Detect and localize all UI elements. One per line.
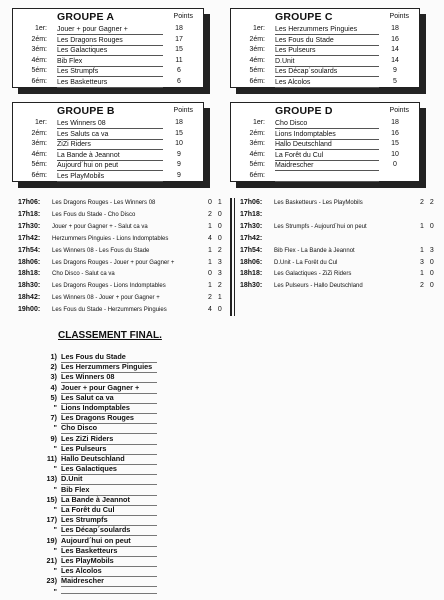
team-name: Aujourd´hui on peut <box>57 161 163 171</box>
team-name: ZiZi Riders <box>57 140 163 150</box>
match-score: 1 2 <box>208 246 224 254</box>
ranking-team: Les Herzummers Pinguies <box>61 362 157 373</box>
match-row <box>18 210 228 220</box>
ranking-team: D.Unit <box>61 474 157 485</box>
team-name: D.Unit <box>275 57 379 67</box>
group-row <box>231 67 419 77</box>
match-row <box>18 269 228 279</box>
match-row <box>240 258 440 268</box>
ranking-team: Les Alcolos <box>61 566 157 577</box>
match-teams: Les Winners 08 - Les Fous du Stade <box>52 247 150 254</box>
points-header: Points <box>173 107 193 114</box>
team-points: 6 <box>177 77 181 85</box>
group-row <box>231 130 419 140</box>
ranking-team: Les Winners 08 <box>61 372 157 383</box>
ranking-position: 19) <box>46 535 57 545</box>
match-row <box>18 198 228 208</box>
team-points: 9 <box>177 171 181 179</box>
rank-label: 1er: <box>252 119 265 126</box>
rank-label: 3ém: <box>31 46 47 53</box>
team-points: 15 <box>175 129 183 137</box>
ranking-position: " <box>53 443 57 453</box>
group-row <box>13 172 203 182</box>
ranking-position: 15) <box>46 494 57 504</box>
match-time: 18h18: <box>18 270 41 278</box>
match-time: 17h18: <box>240 210 263 218</box>
match-teams: Les Pulseurs - Hallo Deutschland <box>274 283 363 290</box>
ranking-position: 5) <box>50 392 57 402</box>
team-points: 11 <box>175 56 183 64</box>
match-time: 18h30: <box>18 282 41 290</box>
match-time: 18h30: <box>240 282 263 290</box>
ranking-row <box>30 434 157 444</box>
team-points: 15 <box>175 46 183 53</box>
match-score: 4 0 <box>208 234 224 242</box>
team-name: Les Saluts ca va <box>57 130 163 140</box>
team-points: 16 <box>391 35 399 43</box>
rank-label: 3ém: <box>31 140 47 147</box>
rank-label: 1er: <box>252 25 265 32</box>
schedule-left <box>18 198 228 318</box>
rank-label: 4ém: <box>31 150 47 158</box>
team-points: 10 <box>175 140 183 147</box>
group-title: GROUPE A <box>57 11 115 23</box>
ranking-team: Les Dragons Rouges <box>61 413 157 424</box>
match-row <box>240 222 440 232</box>
group-row <box>231 119 419 129</box>
ranking-team: Les Pulseurs <box>61 444 157 455</box>
ranking-row <box>30 464 157 474</box>
match-score: 2 0 <box>420 282 436 290</box>
group-title: GROUPE D <box>275 105 333 117</box>
schedule-divider <box>230 198 232 316</box>
match-time: 17h54: <box>240 246 263 254</box>
team-name: Lions Indomptables <box>275 130 379 140</box>
team-name: Bib Flex <box>57 57 163 67</box>
group-row <box>13 57 203 67</box>
ranking-team: Les Fous du Stade <box>61 352 157 363</box>
rank-label: 5ém: <box>249 161 265 168</box>
group-row <box>231 172 419 182</box>
match-time: 17h06: <box>240 199 263 206</box>
ranking-row <box>30 393 157 403</box>
rank-label: 2ém: <box>31 35 47 43</box>
ranking-position: 4) <box>50 382 57 392</box>
ranking-position: 17) <box>46 515 57 525</box>
ranking-row <box>30 403 157 413</box>
match-score: 0 1 <box>208 199 224 206</box>
group-d-table <box>230 102 420 182</box>
match-teams: Les Galactiques - ZiZi Riders <box>274 271 352 278</box>
ranking-row <box>30 444 157 454</box>
team-name: Les PlayMobils <box>57 172 163 182</box>
team-points: 10 <box>391 150 399 158</box>
ranking-position: " <box>53 566 57 576</box>
team-points: 9 <box>177 150 181 158</box>
rank-label: 4ém: <box>249 56 265 64</box>
team-points: 18 <box>175 25 183 32</box>
team-points: 15 <box>391 140 399 147</box>
points-header: Points <box>173 13 193 20</box>
match-score: 1 3 <box>420 246 436 254</box>
classement-title: CLASSEMENT FINAL. <box>58 330 162 341</box>
team-points: 6 <box>177 67 181 74</box>
match-score: 2 0 <box>208 210 224 218</box>
group-row <box>231 57 419 67</box>
match-row <box>18 305 228 315</box>
ranking-team: Les Basketteurs <box>61 546 157 557</box>
group-row <box>231 46 419 56</box>
match-row <box>240 234 440 244</box>
team-points: 0 <box>393 161 397 168</box>
ranking-position: 13) <box>46 474 57 484</box>
schedule-divider-thin <box>234 198 235 316</box>
team-name: Les Herzummers Pinguies <box>275 25 379 35</box>
ranking-team: Bib Flex <box>61 485 157 496</box>
rank-label: 6ém: <box>249 77 265 85</box>
match-row <box>240 210 440 220</box>
rank-label: 1er: <box>34 119 47 126</box>
team-points: 14 <box>391 46 399 53</box>
match-teams: D.Unit - La Forêt du Cul <box>274 259 338 266</box>
group-row <box>231 78 419 88</box>
match-time: 17h18: <box>18 210 41 218</box>
ranking-team: Les Galactiques <box>61 464 157 475</box>
ranking-position: 23) <box>46 576 57 586</box>
ranking-position: " <box>53 484 57 494</box>
match-teams: Les Fous du Stade - Herzummers Pinguies <box>52 307 167 314</box>
match-time: 17h54: <box>18 246 41 254</box>
match-teams: Bib Flex - La Bande à Jeannot <box>274 247 355 254</box>
match-row <box>18 258 228 268</box>
ranking-row <box>30 423 157 433</box>
match-score: 3 0 <box>420 258 436 266</box>
ranking-position: 9) <box>50 433 57 443</box>
match-teams: Les Dragons Rouges - Les Winners 08 <box>52 200 156 206</box>
group-row <box>13 78 203 88</box>
match-row <box>18 246 228 256</box>
group-title: GROUPE B <box>57 105 115 117</box>
rank-label: 6ém: <box>249 171 265 179</box>
match-time: 18h06: <box>18 258 41 266</box>
group-b-table <box>12 102 204 182</box>
team-name: Cho Disco <box>275 119 379 129</box>
team-name: Les Pulseurs <box>275 46 379 56</box>
ranking-position: " <box>53 423 57 433</box>
ranking-position: 21) <box>46 556 57 565</box>
ranking-position: 1) <box>50 352 57 361</box>
group-a-table <box>12 8 204 88</box>
match-teams: Les Dragons Rouges - Lions Indomptables <box>52 283 166 290</box>
ranking-position: " <box>53 505 57 514</box>
group-row <box>231 151 419 161</box>
match-time: 17h06: <box>18 199 41 206</box>
points-header: Points <box>389 107 409 114</box>
ranking-row <box>30 495 157 505</box>
points-header: Points <box>389 13 409 20</box>
ranking-position: " <box>53 586 57 596</box>
match-time: 18h42: <box>18 294 41 302</box>
match-row <box>18 293 228 303</box>
group-c-table <box>230 8 420 88</box>
ranking-team: Les Strumpfs <box>61 515 157 526</box>
ranking-team: Les Salut ca va <box>61 393 157 404</box>
team-name: Les Alcolos <box>275 78 379 88</box>
ranking-position: " <box>53 525 57 535</box>
ranking-row <box>30 525 157 535</box>
group-row <box>13 46 203 56</box>
ranking-row <box>30 383 157 393</box>
ranking-row <box>30 352 157 362</box>
team-points: 16 <box>391 129 399 137</box>
rank-label: 6ém: <box>31 77 47 85</box>
group-row <box>231 140 419 150</box>
ranking-row <box>30 485 157 495</box>
team-name: Hallo Deutschland <box>275 140 379 150</box>
match-row <box>18 281 228 291</box>
rank-label: 3ém: <box>249 140 265 147</box>
match-row <box>18 234 228 244</box>
rank-label: 2ém: <box>31 129 47 137</box>
match-teams: Les Strumpfs - Aujourd´hui on peut <box>274 223 367 230</box>
team-points: 18 <box>391 119 399 126</box>
match-teams: Jouer + pour Gagner + - Salut ca va <box>52 223 148 230</box>
schedule-right <box>240 198 440 318</box>
team-points: 14 <box>391 56 399 64</box>
group-row <box>13 36 203 46</box>
ranking-team: Lions Indomptables <box>61 403 157 414</box>
team-name: La Bande à Jeannot <box>57 151 163 161</box>
ranking-position: 2) <box>50 362 57 372</box>
team-name <box>275 172 379 182</box>
match-time: 17h42: <box>18 234 41 242</box>
match-time: 18h06: <box>240 258 263 266</box>
rank-label: 5ém: <box>31 161 47 168</box>
match-teams: Les Winners 08 - Jouer + pour Gagner + <box>52 295 160 302</box>
ranking-team: La Forêt du Cul <box>61 505 157 516</box>
ranking-row <box>30 413 157 423</box>
group-row <box>13 25 203 35</box>
match-score: 1 0 <box>420 270 436 278</box>
match-score: 2 1 <box>208 294 224 302</box>
ranking-position: 7) <box>50 413 57 423</box>
ranking-position: 11) <box>46 454 57 463</box>
match-teams: Les Basketteurs - Les PlayMobils <box>274 200 363 206</box>
match-row <box>240 246 440 256</box>
rank-label: 2ém: <box>249 129 265 137</box>
match-time: 17h42: <box>240 234 263 242</box>
group-row <box>13 67 203 77</box>
ranking-row <box>30 362 157 372</box>
team-points: 17 <box>175 35 183 43</box>
team-name: Les Galactiques <box>57 46 163 56</box>
team-points: 18 <box>391 25 399 32</box>
ranking-position: " <box>53 545 57 555</box>
ranking-row <box>30 454 157 464</box>
group-row <box>231 161 419 171</box>
ranking-row <box>30 587 157 597</box>
match-teams: Les Dragons Rouges - Jouer + pour Gagner + <box>52 259 175 266</box>
rank-label: 5ém: <box>31 67 47 74</box>
team-name: Maidrescher <box>275 161 379 171</box>
ranking-team: La Bande à Jeannot <box>61 495 157 506</box>
ranking-row <box>30 505 157 515</box>
match-time: 17h30: <box>18 222 41 230</box>
match-teams: Les Fous du Stade - Cho Disco <box>52 211 136 218</box>
match-score: 0 3 <box>208 270 224 278</box>
team-name: Les Décap´soulards <box>275 67 379 77</box>
rank-label: 4ém: <box>31 56 47 64</box>
group-row <box>13 140 203 150</box>
match-score: 1 2 <box>208 282 224 290</box>
ranking-team: Cho Disco <box>61 423 157 434</box>
ranking-team: Aujourd´hui on peut <box>61 536 157 547</box>
ranking-team: Maidrescher <box>61 576 157 587</box>
ranking-position: " <box>53 464 57 474</box>
rank-label: 3ém: <box>249 46 265 53</box>
ranking-position: 3) <box>50 372 57 382</box>
match-score: 1 0 <box>208 222 224 230</box>
ranking-row <box>30 372 157 382</box>
rank-label: 2ém: <box>249 35 265 43</box>
team-name: Jouer + pour Gagner + <box>57 25 163 35</box>
match-score: 2 2 <box>420 199 436 206</box>
rank-label: 4ém: <box>249 150 265 158</box>
group-title: GROUPE C <box>275 11 333 23</box>
ranking-row <box>30 546 157 556</box>
group-row <box>13 130 203 140</box>
match-time: 17h30: <box>240 222 263 230</box>
rank-label: 6ém: <box>31 171 47 179</box>
team-points: 9 <box>393 67 397 74</box>
rank-label: 5ém: <box>249 67 265 74</box>
group-row <box>13 119 203 129</box>
team-name: Les Fous du Stade <box>275 36 379 46</box>
ranking-row <box>30 474 157 484</box>
team-points: 5 <box>393 77 397 85</box>
team-name: La Forêt du Cul <box>275 151 379 161</box>
ranking-team <box>61 593 157 594</box>
match-row <box>240 281 440 291</box>
match-row <box>240 269 440 279</box>
ranking-team: Jouer + pour Gagner + <box>61 383 157 394</box>
match-teams: Herzummers Pinguies - Lions Indomptables <box>52 235 169 242</box>
ranking-row <box>30 576 157 586</box>
ranking-position: " <box>53 403 57 412</box>
team-name: Les Basketteurs <box>57 78 163 88</box>
ranking-team: Les PlayMobils <box>61 556 157 567</box>
match-row <box>240 198 440 208</box>
team-points: 18 <box>175 119 183 126</box>
match-row <box>18 222 228 232</box>
ranking-row <box>30 515 157 525</box>
match-teams: Cho Disco - Salut ca va <box>52 271 115 278</box>
group-row <box>13 161 203 171</box>
ranking-row <box>30 566 157 576</box>
ranking-team: Les Décap´soulards <box>61 525 157 536</box>
group-row <box>13 151 203 161</box>
group-row <box>231 36 419 46</box>
match-time: 19h00: <box>18 306 41 314</box>
team-name: Les Dragons Rouges <box>57 36 163 46</box>
match-score: 1 3 <box>208 258 224 266</box>
team-name: Les Winners 08 <box>57 119 163 129</box>
team-points: 9 <box>177 161 181 168</box>
rank-label: 1er: <box>34 25 47 32</box>
group-row <box>231 25 419 35</box>
ranking-row <box>30 556 157 566</box>
ranking-team: Les ZiZi Riders <box>61 434 157 445</box>
team-name: Les Strumpfs <box>57 67 163 77</box>
ranking-team: Hallo Deutschland <box>61 454 157 465</box>
match-score: 1 0 <box>420 222 436 230</box>
match-score: 4 0 <box>208 306 224 314</box>
match-time: 18h18: <box>240 270 263 278</box>
ranking-row <box>30 536 157 546</box>
